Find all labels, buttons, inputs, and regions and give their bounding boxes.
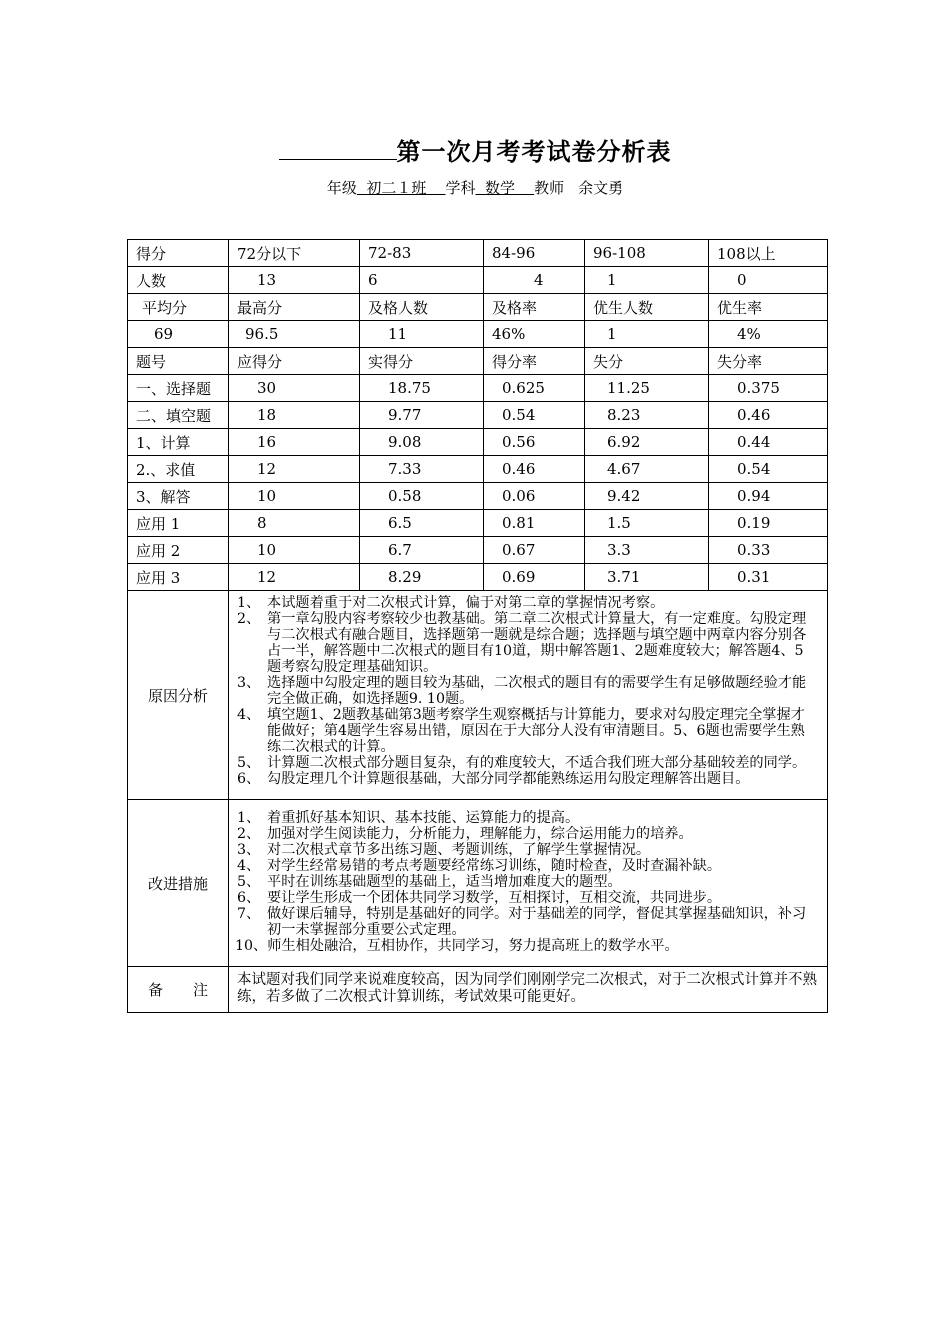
- cell-q-lost: 4.67: [585, 456, 709, 483]
- cell-q-name: 一、选择题: [128, 375, 229, 402]
- cell-q-full: 8: [229, 510, 360, 537]
- title-text: 第一次月考考试卷分析表: [396, 137, 672, 166]
- cell-q-rate: 0.56: [484, 429, 585, 456]
- analysis-item: 1、 本试题着重于对二次根式计算，偏于对第二章的掌握情况考察。: [237, 595, 665, 611]
- measure-item: 7、 做好课后辅导，特别是基础好的同学。对于基础差的同学，督促其掌握基础知识，补习初一未掌握部分重要公式定理。: [237, 906, 807, 938]
- cell-q-lost: 8.23: [585, 402, 709, 429]
- cell-q-got: 6.5: [360, 510, 484, 537]
- cell-q-got: 8.29: [360, 564, 484, 591]
- measure-item: 2、 加强对学生阅读能力，分析能力，理解能力，综合运用能力的培养。: [237, 826, 693, 842]
- question-row: [128, 402, 828, 429]
- cell-q-full: 16: [229, 429, 360, 456]
- cell-q-rate: 0.625: [484, 375, 585, 402]
- cell-summary-h0: 平均分: [128, 294, 229, 321]
- measures-row: [128, 800, 828, 967]
- remarks-row: [128, 967, 828, 1013]
- cell-score-label: 得分: [128, 240, 229, 267]
- measure-item: 6、 要让学生形成一个团体共同学习数学，互相探讨，互相交流，共同进步。: [237, 890, 722, 906]
- cell-range-1: 72分以下: [229, 240, 360, 267]
- cell-q-rate: 0.06: [484, 483, 585, 510]
- cell-q-name: 二、填空题: [128, 402, 229, 429]
- cell-q-full: 12: [229, 456, 360, 483]
- cell-q-rate: 0.67: [484, 537, 585, 564]
- title-blank-line: [279, 137, 397, 160]
- question-row: [128, 483, 828, 510]
- cell-q-got: 9.77: [360, 402, 484, 429]
- cell-q-full: 30: [229, 375, 360, 402]
- question-row: [128, 429, 828, 456]
- analysis-item: 3、 选择题中勾股定理的题目较为基础，二次根式的题目有的需要学生有足够做题经验才能完全做正确，如选择题9. 10题。: [237, 675, 807, 707]
- cell-count-4: 1: [585, 267, 709, 294]
- cell-q-lost: 11.25: [585, 375, 709, 402]
- grade-label: 年级: [326, 179, 357, 197]
- cell-q-name: 1、计算: [128, 429, 229, 456]
- cell-q-lostrate: 0.46: [709, 402, 828, 429]
- question-row: [128, 537, 828, 564]
- cell-summary-v2: 11: [360, 321, 484, 348]
- analysis-item: 6、 勾股定理几个计算题很基础，大部分同学都能熟练运用勾股定理解答出题目。: [237, 771, 750, 787]
- cell-q-h4: 失分: [585, 348, 709, 375]
- question-header-row: [128, 348, 828, 375]
- remarks-label: 备 注: [128, 967, 229, 1013]
- measure-item: 5、 平时在训练基础题型的基础上，适当增加难度大的题型。: [237, 874, 622, 890]
- analysis-label: 原因分析: [128, 591, 229, 800]
- cell-summary-v1: 96.5: [229, 321, 360, 348]
- cell-count-5: 0: [709, 267, 828, 294]
- subject-label: 学科: [445, 179, 476, 197]
- measure-item: 4、 对学生经常易错的考点考题要经常练习训练，随时检查，及时查漏补缺。: [237, 858, 722, 874]
- cell-summary-v4: 1: [585, 321, 709, 348]
- cell-range-3: 84-96: [484, 240, 585, 267]
- cell-q-name: 应用 2: [128, 537, 229, 564]
- cell-q-name: 3、解答: [128, 483, 229, 510]
- cell-summary-h4: 优生人数: [585, 294, 709, 321]
- cell-summary-v0: 69: [128, 321, 229, 348]
- cell-q-lost: 9.42: [585, 483, 709, 510]
- cell-summary-h3: 及格率: [484, 294, 585, 321]
- analysis-item: 4、 填空题1、2题教基础第3题考察学生观察概括与计算能力，要求对勾股定理完全掌握才能做好；第4题学生容易出错，原因在于大部分人没有审清题目。5、6题也需要学生熟练二次根式的计算。: [237, 707, 805, 755]
- cell-q-h1: 应得分: [229, 348, 360, 375]
- summary-value-row: [128, 321, 828, 348]
- cell-q-rate: 0.54: [484, 402, 585, 429]
- cell-q-lost: 1.5: [585, 510, 709, 537]
- cell-range-4: 96-108: [585, 240, 709, 267]
- cell-q-lostrate: 0.19: [709, 510, 828, 537]
- cell-q-got: 0.58: [360, 483, 484, 510]
- cell-summary-h5: 优生率: [709, 294, 828, 321]
- count-row: [128, 267, 828, 294]
- measures-label: 改进措施: [128, 800, 229, 967]
- cell-q-got: 7.33: [360, 456, 484, 483]
- cell-q-got: 9.08: [360, 429, 484, 456]
- cell-q-full: 10: [229, 537, 360, 564]
- analysis-item: 5、 计算题二次根式部分题目复杂，有的难度较大，不适合我们班大部分基础较差的同学。: [237, 755, 807, 771]
- cell-q-lost: 6.92: [585, 429, 709, 456]
- cell-q-lostrate: 0.31: [709, 564, 828, 591]
- analysis-item: 2、 第一章勾股内容考察较少也教基础。第二章二次根式计算量大，有一定难度。勾股定理与二次根式有融合题目，选择题第一题就是综合题；选择题与填空题中两章内容分别各占一半，解答题中二次根式的题目有10道，期中解答题1、2题难度较大；解答题4、5题考察勾股定理基础知识。: [237, 611, 807, 675]
- grade-value: 初二１班: [366, 179, 427, 197]
- score-range-row: [128, 240, 828, 267]
- header-info: [0, 177, 950, 198]
- page-title: [0, 132, 950, 167]
- cell-q-full: 18: [229, 402, 360, 429]
- cell-q-full: 10: [229, 483, 360, 510]
- cell-q-lostrate: 0.54: [709, 456, 828, 483]
- cell-q-lostrate: 0.44: [709, 429, 828, 456]
- cell-q-lost: 3.71: [585, 564, 709, 591]
- cell-q-lostrate: 0.94: [709, 483, 828, 510]
- cell-summary-h2: 及格人数: [360, 294, 484, 321]
- cell-q-h2: 实得分: [360, 348, 484, 375]
- summary-header-row: [128, 294, 828, 321]
- teacher-label: 教师: [534, 179, 565, 197]
- cell-q-lostrate: 0.33: [709, 537, 828, 564]
- measure-item: 3、 对二次根式章节多出练习题、考题训练，了解学生掌握情况。: [237, 842, 651, 858]
- measure-item: 10、师生相处融洽，互相协作，共同学习，努力提高班上的数学水平。: [235, 938, 679, 954]
- analysis-content: [229, 591, 828, 800]
- analysis-table: [127, 239, 828, 1013]
- cell-q-rate: 0.69: [484, 564, 585, 591]
- measures-content: [229, 800, 828, 967]
- cell-count-1: 13: [229, 267, 360, 294]
- cell-q-h0: 题号: [128, 348, 229, 375]
- cell-summary-v3: 46%: [484, 321, 585, 348]
- measure-item: 1、 着重抓好基本知识、基本技能、运算能力的提高。: [237, 810, 580, 826]
- cell-q-h5: 失分率: [709, 348, 828, 375]
- cell-q-name: 2.、求值: [128, 456, 229, 483]
- cell-q-full: 12: [229, 564, 360, 591]
- cell-count-2: 6: [360, 267, 484, 294]
- question-row: [128, 510, 828, 537]
- cell-q-name: 应用 1: [128, 510, 229, 537]
- cell-q-lost: 3.3: [585, 537, 709, 564]
- cell-summary-h1: 最高分: [229, 294, 360, 321]
- cell-q-rate: 0.81: [484, 510, 585, 537]
- remarks-content: 本试题对我们同学来说难度较高，因为同学们刚刚学完二次根式，对于二次根式计算并不熟练，若多做了二次根式计算训练，考试效果可能更好。: [229, 967, 828, 1013]
- question-row: [128, 564, 828, 591]
- cell-q-lostrate: 0.375: [709, 375, 828, 402]
- cell-q-rate: 0.46: [484, 456, 585, 483]
- teacher-value: 余文勇: [578, 179, 624, 197]
- cell-q-name: 应用 3: [128, 564, 229, 591]
- cell-range-2: 72-83: [360, 240, 484, 267]
- analysis-row: [128, 591, 828, 800]
- question-row: [128, 456, 828, 483]
- cell-count-3: 4: [484, 267, 585, 294]
- cell-q-got: 18.75: [360, 375, 484, 402]
- cell-range-5: 108以上: [709, 240, 828, 267]
- cell-q-h3: 得分率: [484, 348, 585, 375]
- cell-q-got: 6.7: [360, 537, 484, 564]
- subject-value: 数学: [485, 179, 516, 197]
- cell-summary-v5: 4%: [709, 321, 828, 348]
- cell-count-label: 人数: [128, 267, 229, 294]
- question-row: [128, 375, 828, 402]
